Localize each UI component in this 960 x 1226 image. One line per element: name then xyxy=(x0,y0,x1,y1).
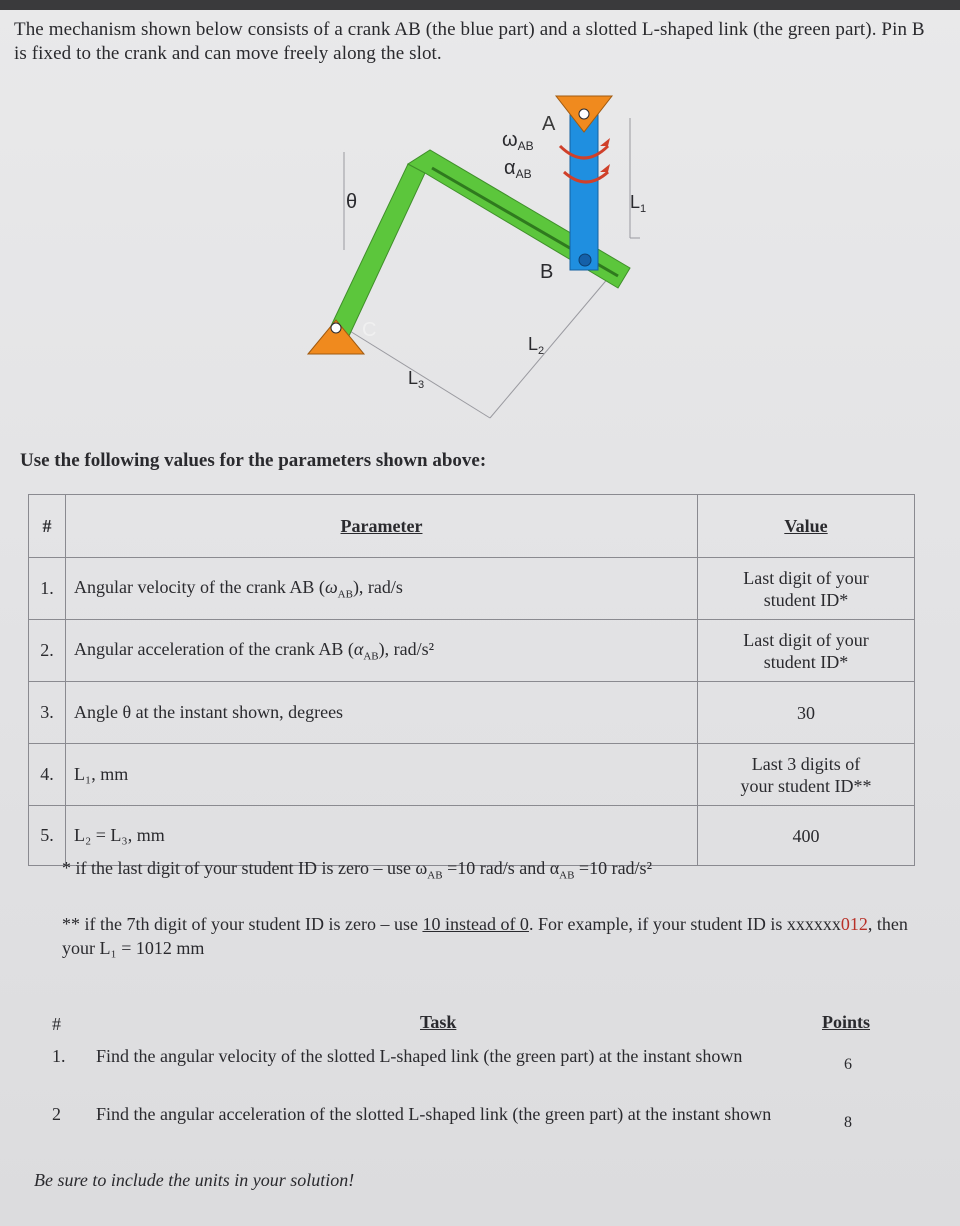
task-num: 2 xyxy=(52,1104,61,1124)
label-l1: $L_1$ xyxy=(630,192,647,215)
l2-dimension-line xyxy=(490,270,615,418)
label-omega: $\omega_{AB}$ xyxy=(502,129,534,153)
table-row xyxy=(29,806,915,866)
intro-text: The mechanism shown below consists of a crank AB (the blue part) and a slotted L-shaped link (the green part). Pin B is fixed to the crank and can move freely along the slot. xyxy=(14,19,925,64)
header-value: Value xyxy=(698,495,915,558)
mechanism-figure xyxy=(0,88,960,428)
table-row xyxy=(29,620,915,682)
top-bar xyxy=(0,0,960,10)
pin-c xyxy=(331,323,341,333)
task-header-num: # xyxy=(52,1014,61,1034)
task-header: Task xyxy=(420,1012,457,1032)
header-num: # xyxy=(29,495,66,558)
row-num: 2. xyxy=(29,620,66,682)
table-row xyxy=(29,682,915,744)
row-parameter: L₂ = L₃, mm xyxy=(66,806,698,866)
label-theta: θ xyxy=(346,191,358,213)
row-value: 30 xyxy=(698,682,915,744)
row-value: Last 3 digits of your student ID** xyxy=(698,744,915,806)
footer-note: Be sure to include the units in your solution! xyxy=(34,1170,355,1190)
label-c: C xyxy=(362,319,377,341)
footnote-seventh-digit: ** if the 7th digit of your student ID is zero – use 10 instead of 0. For example, if your student ID is xxxxxx012, then your L₁ = 1012 mm xyxy=(62,914,908,958)
label-b: B xyxy=(540,261,554,283)
label-alpha: $\alpha_{AB}$ xyxy=(504,157,532,181)
task-text: Find the angular acceleration of the slotted L-shaped link (the green part) at the instant shown xyxy=(96,1104,772,1124)
task-points: 8 xyxy=(844,1114,852,1131)
row-value: Last digit of your student ID* xyxy=(698,558,915,620)
row-num: 4. xyxy=(29,744,66,806)
label-a: A xyxy=(542,113,556,135)
omega-arrow-head xyxy=(600,138,610,146)
row-num: 1. xyxy=(29,558,66,620)
row-value: 400 xyxy=(698,806,915,866)
row-parameter: L₁, mm xyxy=(66,744,698,806)
row-value: Last digit of your student ID* xyxy=(698,620,915,682)
task-num: 1. xyxy=(52,1046,66,1066)
label-l2: $L_2$ xyxy=(528,334,545,357)
alpha-arrow-head xyxy=(600,164,610,172)
parameters-table xyxy=(28,494,915,866)
label-l3: $L_3$ xyxy=(408,368,425,391)
pin-b xyxy=(579,254,591,266)
table-row xyxy=(29,744,915,806)
pin-a xyxy=(579,109,589,119)
footnote-zero-digit: * if the last digit of your student ID is zero – use $\omega_{AB} =10$ rad/s and $\alpha_{AB} =10$ rad/s² xyxy=(62,858,652,882)
table-row xyxy=(29,558,915,620)
table-header-row xyxy=(29,495,915,558)
blue-crank-ab xyxy=(570,110,598,270)
row-parameter: Angular acceleration of the crank AB $(\alpha_{AB})$, rad/s² xyxy=(66,620,698,682)
mechanism-diagram xyxy=(0,88,960,428)
row-num: 3. xyxy=(29,682,66,744)
row-num: 5. xyxy=(29,806,66,866)
points-header: Points xyxy=(822,1012,871,1032)
row-parameter: Angle θ at the instant shown, degrees xyxy=(66,682,698,744)
row-parameter: Angular velocity of the crank AB $(\omega_{AB})$, rad/s xyxy=(66,558,698,620)
task-text: Find the angular velocity of the slotted L-shaped link (the green part) at the instant shown xyxy=(96,1046,743,1066)
tasks-section xyxy=(0,1010,960,1170)
task-points: 6 xyxy=(844,1056,852,1073)
header-parameter: Parameter xyxy=(66,495,698,558)
section-heading: Use the following values for the parameters shown above: xyxy=(20,450,487,471)
